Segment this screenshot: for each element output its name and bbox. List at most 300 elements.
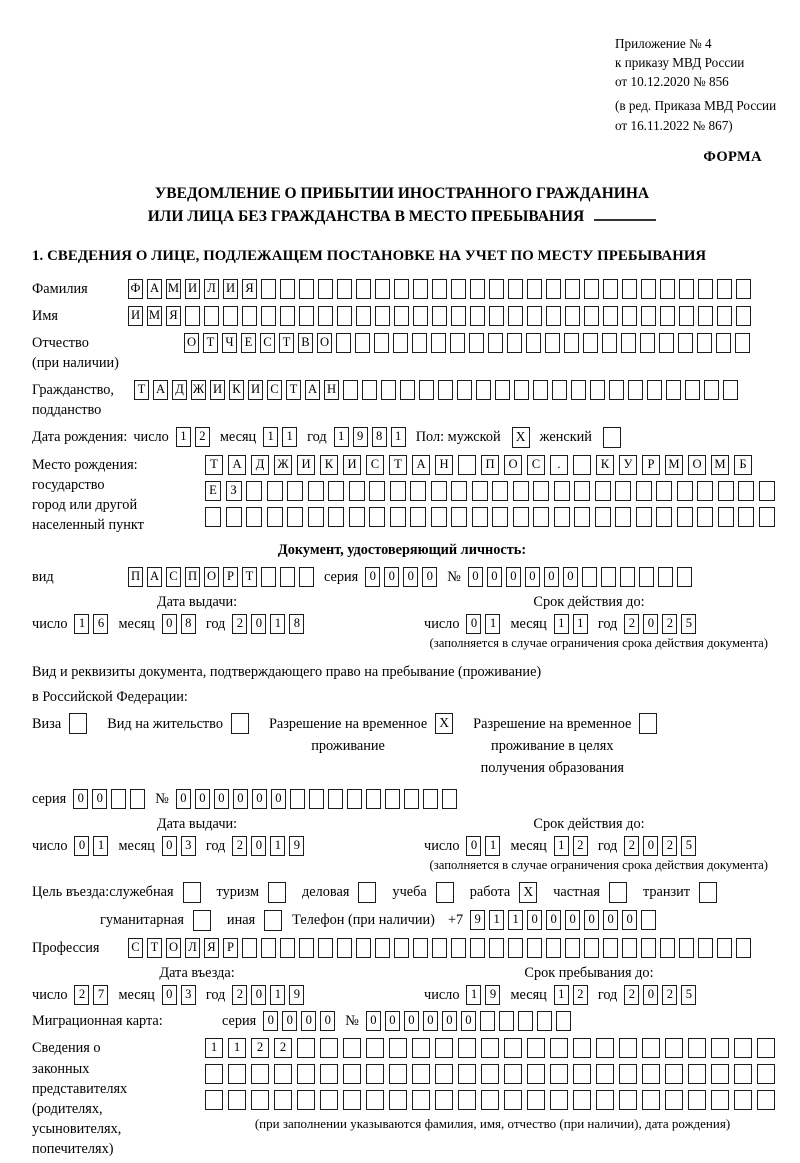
char-cell[interactable]: С bbox=[260, 333, 275, 353]
char-cell[interactable]: Т bbox=[286, 380, 301, 400]
char-cell[interactable] bbox=[385, 789, 400, 809]
char-cell[interactable]: Н bbox=[324, 380, 339, 400]
char-cell[interactable] bbox=[308, 481, 324, 501]
char-cell[interactable] bbox=[355, 333, 370, 353]
char-cell[interactable]: 2 bbox=[662, 985, 677, 1005]
char-cell[interactable] bbox=[287, 481, 303, 501]
char-cell[interactable] bbox=[492, 507, 508, 527]
char-cell[interactable]: 2 bbox=[573, 985, 588, 1005]
char-cell[interactable]: А bbox=[147, 279, 162, 299]
char-cell[interactable] bbox=[679, 938, 694, 958]
char-cell[interactable] bbox=[698, 938, 713, 958]
char-cell[interactable] bbox=[390, 507, 406, 527]
char-cell[interactable] bbox=[472, 481, 488, 501]
char-cell[interactable] bbox=[280, 306, 295, 326]
char-cell[interactable] bbox=[584, 938, 599, 958]
char-cell[interactable]: 9 bbox=[470, 910, 485, 930]
char-cell[interactable] bbox=[711, 1090, 729, 1110]
option-checkbox[interactable] bbox=[699, 882, 717, 903]
char-cell[interactable]: 3 bbox=[181, 985, 196, 1005]
char-cell[interactable]: . bbox=[550, 455, 568, 475]
char-cell[interactable]: А bbox=[147, 567, 162, 587]
char-cell[interactable] bbox=[642, 1064, 660, 1084]
char-cell[interactable] bbox=[205, 1064, 223, 1084]
char-cell[interactable]: 1 bbox=[205, 1038, 223, 1058]
char-cell[interactable] bbox=[527, 938, 542, 958]
char-cell[interactable] bbox=[639, 567, 654, 587]
char-cell[interactable]: Д bbox=[251, 455, 269, 475]
char-cell[interactable] bbox=[711, 1038, 729, 1058]
char-cell[interactable] bbox=[438, 380, 453, 400]
char-cell[interactable] bbox=[274, 1064, 292, 1084]
char-cell[interactable] bbox=[584, 279, 599, 299]
char-cell[interactable] bbox=[573, 1090, 591, 1110]
char-cell[interactable] bbox=[410, 481, 426, 501]
char-cell[interactable] bbox=[343, 1090, 361, 1110]
char-cell[interactable]: Т bbox=[134, 380, 149, 400]
char-cell[interactable] bbox=[280, 279, 295, 299]
char-cell[interactable]: 1 bbox=[74, 614, 89, 634]
char-cell[interactable] bbox=[435, 1064, 453, 1084]
char-cell[interactable]: 0 bbox=[263, 1011, 278, 1031]
char-cell[interactable]: 8 bbox=[372, 427, 387, 447]
char-cell[interactable] bbox=[481, 1064, 499, 1084]
char-cell[interactable]: С bbox=[267, 380, 282, 400]
char-cell[interactable] bbox=[697, 333, 712, 353]
char-cell[interactable] bbox=[261, 567, 276, 587]
char-cell[interactable]: П bbox=[481, 455, 499, 475]
option-checkbox[interactable] bbox=[183, 882, 201, 903]
char-cell[interactable] bbox=[362, 380, 377, 400]
char-cell[interactable] bbox=[554, 507, 570, 527]
char-cell[interactable]: Н bbox=[435, 455, 453, 475]
char-cell[interactable] bbox=[602, 333, 617, 353]
char-cell[interactable] bbox=[688, 1064, 706, 1084]
char-cell[interactable] bbox=[507, 333, 522, 353]
char-cell[interactable]: В bbox=[298, 333, 313, 353]
char-cell[interactable] bbox=[299, 306, 314, 326]
sex-male-checkbox[interactable]: X bbox=[512, 427, 530, 448]
char-cell[interactable] bbox=[717, 938, 732, 958]
char-cell[interactable] bbox=[736, 938, 751, 958]
char-cell[interactable]: 9 bbox=[289, 836, 304, 856]
char-cell[interactable] bbox=[688, 1090, 706, 1110]
char-cell[interactable]: 0 bbox=[195, 789, 210, 809]
char-cell[interactable] bbox=[704, 380, 719, 400]
char-cell[interactable] bbox=[336, 333, 351, 353]
char-cell[interactable] bbox=[596, 1038, 614, 1058]
temp-residence-checkbox[interactable]: X bbox=[435, 713, 453, 734]
char-cell[interactable] bbox=[470, 306, 485, 326]
char-cell[interactable]: У bbox=[619, 455, 637, 475]
char-cell[interactable] bbox=[504, 1064, 522, 1084]
visa-checkbox[interactable] bbox=[69, 713, 87, 734]
char-cell[interactable] bbox=[582, 567, 597, 587]
char-cell[interactable] bbox=[527, 1090, 545, 1110]
char-cell[interactable] bbox=[451, 306, 466, 326]
char-cell[interactable] bbox=[504, 1090, 522, 1110]
char-cell[interactable]: 2 bbox=[662, 614, 677, 634]
char-cell[interactable] bbox=[596, 1090, 614, 1110]
sex-female-checkbox[interactable] bbox=[603, 427, 621, 448]
char-cell[interactable] bbox=[640, 333, 655, 353]
char-cell[interactable]: 0 bbox=[320, 1011, 335, 1031]
char-cell[interactable]: 0 bbox=[643, 985, 658, 1005]
char-cell[interactable] bbox=[615, 481, 631, 501]
char-cell[interactable] bbox=[423, 789, 438, 809]
char-cell[interactable]: Т bbox=[203, 333, 218, 353]
char-cell[interactable] bbox=[488, 333, 503, 353]
char-cell[interactable]: 1 bbox=[263, 427, 278, 447]
char-cell[interactable] bbox=[546, 938, 561, 958]
char-cell[interactable] bbox=[565, 279, 580, 299]
char-cell[interactable] bbox=[476, 380, 491, 400]
char-cell[interactable]: 7 bbox=[93, 985, 108, 1005]
char-cell[interactable] bbox=[636, 507, 652, 527]
char-cell[interactable]: А bbox=[412, 455, 430, 475]
char-cell[interactable]: 5 bbox=[681, 985, 696, 1005]
char-cell[interactable] bbox=[595, 481, 611, 501]
char-cell[interactable] bbox=[349, 507, 365, 527]
char-cell[interactable] bbox=[204, 306, 219, 326]
char-cell[interactable] bbox=[660, 279, 675, 299]
char-cell[interactable] bbox=[495, 380, 510, 400]
char-cell[interactable] bbox=[615, 507, 631, 527]
char-cell[interactable]: О bbox=[166, 938, 181, 958]
char-cell[interactable] bbox=[404, 789, 419, 809]
char-cell[interactable]: 2 bbox=[573, 836, 588, 856]
char-cell[interactable]: 0 bbox=[384, 567, 399, 587]
char-cell[interactable]: 0 bbox=[74, 836, 89, 856]
char-cell[interactable] bbox=[526, 333, 541, 353]
char-cell[interactable] bbox=[431, 333, 446, 353]
char-cell[interactable] bbox=[641, 279, 656, 299]
char-cell[interactable]: 2 bbox=[74, 985, 89, 1005]
char-cell[interactable] bbox=[413, 306, 428, 326]
char-cell[interactable]: 0 bbox=[525, 567, 540, 587]
char-cell[interactable]: И bbox=[297, 455, 315, 475]
char-cell[interactable] bbox=[508, 938, 523, 958]
char-cell[interactable]: 6 bbox=[93, 614, 108, 634]
char-cell[interactable] bbox=[375, 279, 390, 299]
char-cell[interactable]: 1 bbox=[93, 836, 108, 856]
char-cell[interactable] bbox=[619, 1064, 637, 1084]
char-cell[interactable] bbox=[458, 455, 476, 475]
char-cell[interactable] bbox=[226, 507, 242, 527]
char-cell[interactable] bbox=[469, 333, 484, 353]
char-cell[interactable]: 2 bbox=[624, 614, 639, 634]
char-cell[interactable] bbox=[596, 1064, 614, 1084]
char-cell[interactable]: Р bbox=[642, 455, 660, 475]
char-cell[interactable] bbox=[550, 1090, 568, 1110]
education-checkbox[interactable] bbox=[639, 713, 657, 734]
char-cell[interactable] bbox=[431, 507, 447, 527]
char-cell[interactable] bbox=[574, 507, 590, 527]
char-cell[interactable] bbox=[527, 279, 542, 299]
char-cell[interactable] bbox=[734, 1090, 752, 1110]
char-cell[interactable]: Р bbox=[223, 938, 238, 958]
char-cell[interactable] bbox=[736, 306, 751, 326]
char-cell[interactable] bbox=[499, 1011, 514, 1031]
char-cell[interactable] bbox=[619, 1038, 637, 1058]
char-cell[interactable] bbox=[435, 1038, 453, 1058]
char-cell[interactable] bbox=[320, 1064, 338, 1084]
char-cell[interactable] bbox=[628, 380, 643, 400]
char-cell[interactable] bbox=[564, 333, 579, 353]
char-cell[interactable] bbox=[641, 910, 656, 930]
char-cell[interactable] bbox=[550, 1038, 568, 1058]
char-cell[interactable]: 0 bbox=[92, 789, 107, 809]
char-cell[interactable] bbox=[641, 306, 656, 326]
char-cell[interactable]: 1 bbox=[282, 427, 297, 447]
char-cell[interactable] bbox=[619, 1090, 637, 1110]
char-cell[interactable] bbox=[280, 938, 295, 958]
char-cell[interactable]: 8 bbox=[289, 614, 304, 634]
char-cell[interactable]: 2 bbox=[624, 985, 639, 1005]
char-cell[interactable]: Т bbox=[147, 938, 162, 958]
char-cell[interactable] bbox=[603, 306, 618, 326]
char-cell[interactable]: И bbox=[128, 306, 143, 326]
char-cell[interactable] bbox=[759, 507, 775, 527]
char-cell[interactable]: 0 bbox=[603, 910, 618, 930]
char-cell[interactable]: Ж bbox=[191, 380, 206, 400]
char-cell[interactable] bbox=[356, 279, 371, 299]
char-cell[interactable] bbox=[574, 481, 590, 501]
char-cell[interactable]: П bbox=[128, 567, 143, 587]
char-cell[interactable] bbox=[665, 1038, 683, 1058]
char-cell[interactable] bbox=[393, 333, 408, 353]
char-cell[interactable]: 0 bbox=[584, 910, 599, 930]
char-cell[interactable]: 0 bbox=[162, 985, 177, 1005]
char-cell[interactable] bbox=[609, 380, 624, 400]
char-cell[interactable]: Ф bbox=[128, 279, 143, 299]
char-cell[interactable] bbox=[412, 1038, 430, 1058]
char-cell[interactable] bbox=[308, 507, 324, 527]
char-cell[interactable]: 0 bbox=[162, 836, 177, 856]
char-cell[interactable] bbox=[527, 1064, 545, 1084]
char-cell[interactable] bbox=[228, 1064, 246, 1084]
char-cell[interactable] bbox=[697, 507, 713, 527]
char-cell[interactable] bbox=[533, 380, 548, 400]
char-cell[interactable] bbox=[685, 380, 700, 400]
char-cell[interactable] bbox=[481, 1038, 499, 1058]
char-cell[interactable] bbox=[419, 380, 434, 400]
char-cell[interactable]: М bbox=[665, 455, 683, 475]
char-cell[interactable]: 0 bbox=[73, 789, 88, 809]
char-cell[interactable]: 1 bbox=[485, 836, 500, 856]
char-cell[interactable] bbox=[647, 380, 662, 400]
char-cell[interactable]: К bbox=[596, 455, 614, 475]
char-cell[interactable]: О bbox=[317, 333, 332, 353]
char-cell[interactable] bbox=[533, 481, 549, 501]
char-cell[interactable] bbox=[205, 1090, 223, 1110]
char-cell[interactable]: 0 bbox=[546, 910, 561, 930]
char-cell[interactable] bbox=[537, 1011, 552, 1031]
char-cell[interactable] bbox=[573, 1064, 591, 1084]
char-cell[interactable] bbox=[451, 481, 467, 501]
char-cell[interactable] bbox=[601, 567, 616, 587]
char-cell[interactable] bbox=[738, 481, 754, 501]
char-cell[interactable]: 0 bbox=[487, 567, 502, 587]
char-cell[interactable]: М bbox=[147, 306, 162, 326]
char-cell[interactable]: 5 bbox=[681, 836, 696, 856]
char-cell[interactable]: Б bbox=[734, 455, 752, 475]
char-cell[interactable] bbox=[318, 938, 333, 958]
char-cell[interactable] bbox=[736, 279, 751, 299]
char-cell[interactable] bbox=[366, 1064, 384, 1084]
char-cell[interactable] bbox=[552, 380, 567, 400]
char-cell[interactable]: 0 bbox=[423, 1011, 438, 1031]
char-cell[interactable]: 0 bbox=[466, 614, 481, 634]
char-cell[interactable] bbox=[658, 567, 673, 587]
char-cell[interactable] bbox=[550, 1064, 568, 1084]
char-cell[interactable]: А bbox=[153, 380, 168, 400]
char-cell[interactable]: С bbox=[366, 455, 384, 475]
char-cell[interactable]: 0 bbox=[643, 614, 658, 634]
char-cell[interactable]: П bbox=[185, 567, 200, 587]
char-cell[interactable] bbox=[480, 1011, 495, 1031]
char-cell[interactable] bbox=[410, 507, 426, 527]
char-cell[interactable] bbox=[656, 507, 672, 527]
char-cell[interactable] bbox=[435, 1090, 453, 1110]
char-cell[interactable] bbox=[287, 507, 303, 527]
char-cell[interactable] bbox=[413, 938, 428, 958]
char-cell[interactable]: С bbox=[527, 455, 545, 475]
char-cell[interactable]: 0 bbox=[544, 567, 559, 587]
char-cell[interactable] bbox=[698, 306, 713, 326]
char-cell[interactable] bbox=[228, 1090, 246, 1110]
char-cell[interactable]: 0 bbox=[565, 910, 580, 930]
char-cell[interactable] bbox=[246, 481, 262, 501]
char-cell[interactable]: 2 bbox=[232, 836, 247, 856]
char-cell[interactable]: О bbox=[204, 567, 219, 587]
char-cell[interactable] bbox=[413, 279, 428, 299]
char-cell[interactable] bbox=[366, 1090, 384, 1110]
char-cell[interactable]: 1 bbox=[270, 614, 285, 634]
char-cell[interactable] bbox=[514, 380, 529, 400]
char-cell[interactable]: Т bbox=[389, 455, 407, 475]
char-cell[interactable] bbox=[545, 333, 560, 353]
char-cell[interactable] bbox=[369, 507, 385, 527]
char-cell[interactable]: 1 bbox=[554, 836, 569, 856]
char-cell[interactable]: Т bbox=[242, 567, 257, 587]
char-cell[interactable] bbox=[738, 507, 754, 527]
char-cell[interactable] bbox=[374, 333, 389, 353]
char-cell[interactable]: 0 bbox=[527, 910, 542, 930]
char-cell[interactable] bbox=[451, 279, 466, 299]
char-cell[interactable]: 2 bbox=[662, 836, 677, 856]
char-cell[interactable] bbox=[347, 789, 362, 809]
char-cell[interactable] bbox=[356, 306, 371, 326]
char-cell[interactable] bbox=[583, 333, 598, 353]
char-cell[interactable]: 1 bbox=[228, 1038, 246, 1058]
char-cell[interactable] bbox=[251, 1064, 269, 1084]
char-cell[interactable]: 9 bbox=[353, 427, 368, 447]
char-cell[interactable] bbox=[717, 306, 732, 326]
char-cell[interactable]: 1 bbox=[508, 910, 523, 930]
char-cell[interactable] bbox=[394, 306, 409, 326]
char-cell[interactable] bbox=[261, 938, 276, 958]
char-cell[interactable]: К bbox=[229, 380, 244, 400]
char-cell[interactable] bbox=[451, 938, 466, 958]
char-cell[interactable] bbox=[489, 279, 504, 299]
char-cell[interactable] bbox=[527, 1038, 545, 1058]
char-cell[interactable] bbox=[527, 306, 542, 326]
char-cell[interactable] bbox=[458, 1038, 476, 1058]
char-cell[interactable] bbox=[343, 1064, 361, 1084]
char-cell[interactable] bbox=[622, 938, 637, 958]
char-cell[interactable] bbox=[622, 306, 637, 326]
char-cell[interactable] bbox=[554, 481, 570, 501]
char-cell[interactable] bbox=[337, 279, 352, 299]
char-cell[interactable] bbox=[185, 306, 200, 326]
char-cell[interactable]: И bbox=[248, 380, 263, 400]
char-cell[interactable]: Ж bbox=[274, 455, 292, 475]
char-cell[interactable]: 0 bbox=[282, 1011, 297, 1031]
char-cell[interactable] bbox=[666, 380, 681, 400]
char-cell[interactable] bbox=[697, 481, 713, 501]
char-cell[interactable]: 0 bbox=[251, 985, 266, 1005]
char-cell[interactable] bbox=[205, 507, 221, 527]
char-cell[interactable] bbox=[381, 380, 396, 400]
char-cell[interactable] bbox=[679, 306, 694, 326]
char-cell[interactable] bbox=[711, 1064, 729, 1084]
char-cell[interactable] bbox=[389, 1090, 407, 1110]
char-cell[interactable]: 0 bbox=[643, 836, 658, 856]
option-checkbox[interactable] bbox=[264, 910, 282, 931]
char-cell[interactable]: 0 bbox=[162, 614, 177, 634]
char-cell[interactable]: 2 bbox=[232, 614, 247, 634]
char-cell[interactable]: Л bbox=[185, 938, 200, 958]
char-cell[interactable]: О bbox=[504, 455, 522, 475]
char-cell[interactable] bbox=[565, 306, 580, 326]
char-cell[interactable] bbox=[111, 789, 126, 809]
char-cell[interactable] bbox=[723, 380, 738, 400]
char-cell[interactable] bbox=[677, 481, 693, 501]
char-cell[interactable] bbox=[734, 1064, 752, 1084]
char-cell[interactable] bbox=[642, 1038, 660, 1058]
char-cell[interactable]: 0 bbox=[176, 789, 191, 809]
char-cell[interactable] bbox=[718, 481, 734, 501]
char-cell[interactable] bbox=[660, 306, 675, 326]
char-cell[interactable] bbox=[470, 938, 485, 958]
char-cell[interactable]: 0 bbox=[422, 567, 437, 587]
char-cell[interactable] bbox=[660, 938, 675, 958]
char-cell[interactable]: 0 bbox=[442, 1011, 457, 1031]
char-cell[interactable]: 0 bbox=[366, 1011, 381, 1031]
char-cell[interactable] bbox=[297, 1090, 315, 1110]
char-cell[interactable] bbox=[641, 938, 656, 958]
char-cell[interactable] bbox=[366, 1038, 384, 1058]
char-cell[interactable] bbox=[280, 567, 295, 587]
char-cell[interactable] bbox=[432, 306, 447, 326]
char-cell[interactable]: 1 bbox=[485, 614, 500, 634]
char-cell[interactable] bbox=[412, 1090, 430, 1110]
char-cell[interactable]: И bbox=[223, 279, 238, 299]
char-cell[interactable] bbox=[492, 481, 508, 501]
char-cell[interactable]: Я bbox=[242, 279, 257, 299]
char-cell[interactable]: 0 bbox=[468, 567, 483, 587]
char-cell[interactable] bbox=[489, 938, 504, 958]
char-cell[interactable]: 9 bbox=[289, 985, 304, 1005]
char-cell[interactable] bbox=[299, 567, 314, 587]
char-cell[interactable] bbox=[299, 938, 314, 958]
char-cell[interactable]: 0 bbox=[365, 567, 380, 587]
char-cell[interactable] bbox=[757, 1090, 775, 1110]
char-cell[interactable] bbox=[337, 306, 352, 326]
char-cell[interactable] bbox=[261, 279, 276, 299]
char-cell[interactable]: 1 bbox=[270, 985, 285, 1005]
